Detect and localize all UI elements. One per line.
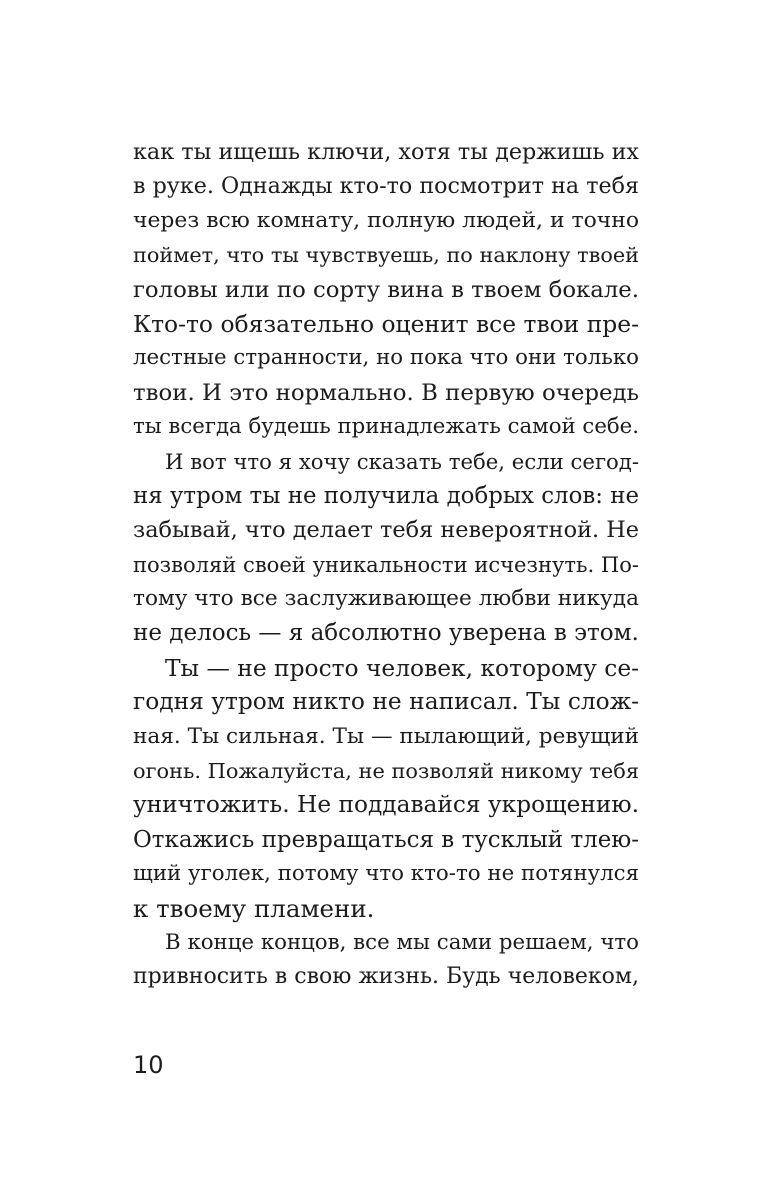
- text-line: забывай, что делает тебя невероятной. Не: [133, 517, 639, 544]
- text-line: ня утром ты не получила добрых слов: не: [133, 482, 639, 509]
- text-line: Откажись превращаться в тусклый тлею-: [133, 826, 639, 853]
- text-line: тому что все заслуживающее любви никуда: [133, 586, 639, 612]
- text-line: твои. И это нормально. В первую очередь: [133, 379, 639, 406]
- text-line: ты всегда будешь принадлежать самой себе.: [133, 414, 639, 440]
- text-line: не делось — я абсолютно уверена в этом.: [133, 620, 639, 647]
- text-line: привносить в свою жизнь. Будь человеком,: [133, 964, 639, 990]
- text-line: уничтожить. Не поддавайся укрощению.: [133, 791, 639, 819]
- text-line: в руке. Однажды кто-то посмотрит на тебя: [133, 173, 639, 200]
- page-number: 10: [133, 1051, 164, 1079]
- text-line: как ты ищешь ключи, хотя ты держишь их: [133, 139, 639, 165]
- text-line: ная. Ты сильная. Ты — пылающий, ревущий: [133, 723, 639, 749]
- text-line: к твоему пламени.: [133, 893, 375, 923]
- text-line: щий уголек, потому что кто-то не потянулся: [133, 861, 640, 887]
- text-line: лестные странности, но пока что они только: [133, 345, 639, 371]
- body-text: [133, 135, 639, 995]
- text-line: головы или по сорту вина в твоем бокале.: [133, 276, 639, 303]
- text-line: через всю комнату, полную людей, и точно: [133, 207, 639, 233]
- text-line: годня утром никто не написал. Ты слож-: [133, 688, 639, 716]
- text-line: В конце концов, все мы сами решаем, что: [165, 929, 639, 955]
- text-line: Кто-то обязательно оценит все твои пре-: [133, 309, 639, 338]
- text-line: Ты — не просто человек, которому се-: [165, 653, 640, 682]
- text-line: позволяй своей уникальности исчезнуть. По-: [133, 551, 639, 577]
- text-line: огонь. Пожалуйста, не позволяй никому тебя: [133, 759, 639, 784]
- text-line: поймет, что ты чувствуешь, по наклону твоей: [133, 243, 639, 268]
- text-line: И вот что я хочу сказать тебе, если сегод-: [165, 448, 639, 474]
